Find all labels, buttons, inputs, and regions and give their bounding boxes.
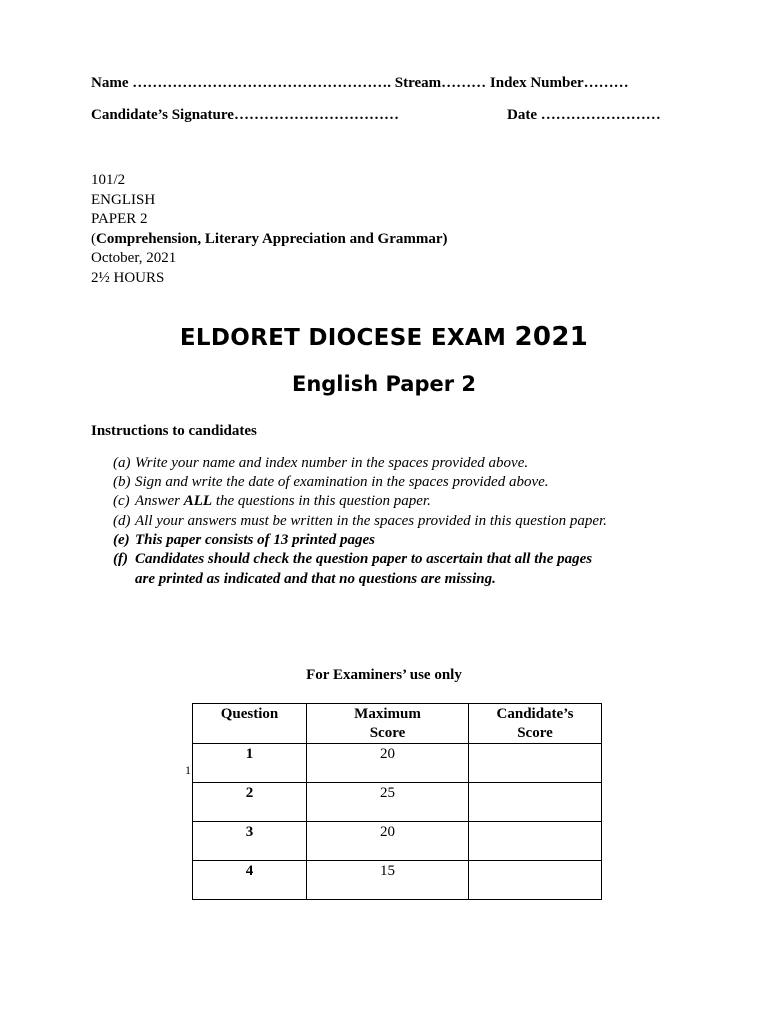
table-row [193, 783, 602, 822]
instruction-f [113, 551, 592, 568]
table-row [193, 861, 602, 900]
score-table [192, 703, 602, 900]
page-number: 1 [185, 763, 191, 777]
candidate-score-cell[interactable] [469, 783, 602, 822]
instruction-a [113, 455, 528, 472]
col-question [193, 704, 307, 744]
paper-section [91, 230, 448, 250]
col-max-label-1: Maximum [354, 706, 421, 722]
candidate-score-cell[interactable] [469, 744, 602, 783]
max-score: 25 [307, 783, 469, 822]
col-candidate-score [469, 704, 602, 744]
candidate-score-cell[interactable] [469, 861, 602, 900]
signature-field[interactable]: Candidate’s Signature…………………………… [91, 107, 399, 123]
col-cand-label-1: Candidate’s [496, 706, 574, 722]
question-number: 1 [193, 744, 307, 783]
instruction-f-label: (f) [113, 551, 128, 567]
max-score: 20 [307, 744, 469, 783]
instruction-b-label: (b) [113, 474, 131, 490]
instruction-a-label: (a) [113, 455, 131, 471]
instruction-b-text: Sign and write the date of examination in the spaces provided above. [135, 474, 549, 490]
score-table-header [193, 704, 602, 744]
instruction-e-label: (e) [113, 532, 130, 548]
paper-date: October, 2021 [91, 250, 177, 267]
signature-line [91, 107, 399, 124]
instruction-f-text-2: are printed as indicated and that no questions are missing. [135, 571, 496, 587]
name-label: Name [91, 75, 129, 91]
instruction-d-text: All your answers must be written in the spaces provided in this question paper. [135, 513, 607, 529]
section-title: Comprehension, Literary Appreciation and Grammar) [96, 230, 448, 247]
max-score: 15 [307, 861, 469, 900]
question-number: 4 [193, 861, 307, 900]
col-max-label-2: Score [369, 725, 406, 741]
candidate-score-cell[interactable] [469, 822, 602, 861]
instruction-f-text-1: Candidates should check the question paper to ascertain that all the pages [135, 551, 593, 567]
exam-title-main: ELDORET DIOCESE EXAM [179, 325, 507, 351]
col-question-label: Question [220, 706, 279, 722]
instruction-e [113, 532, 375, 549]
exam-title-year: 2021 [514, 322, 589, 352]
section-paren: ( [91, 230, 96, 247]
instruction-d-label: (d) [113, 513, 131, 529]
paper-duration: 2½ HOURS [91, 270, 165, 286]
instruction-a-text: Write your name and index number in the spaces provided above. [135, 455, 529, 471]
paper-number: PAPER 2 [91, 211, 148, 228]
instruction-e-text: This paper consists of 13 printed pages [135, 532, 376, 548]
paper-code: 101/2 [91, 172, 126, 188]
name-line [91, 75, 629, 92]
index-number-label: Index Number……… [489, 75, 629, 91]
stream-label: . Stream……… [387, 75, 487, 91]
instruction-c-post: the questions in this question paper. [215, 493, 431, 509]
table-row [193, 744, 602, 783]
instruction-c-pre: Answer [135, 493, 180, 509]
paper-subject: ENGLISH [91, 191, 156, 208]
col-maximum-score [307, 704, 469, 744]
question-number: 3 [193, 822, 307, 861]
col-cand-label-2: Score [517, 725, 553, 741]
exam-subtitle: English Paper 2 [291, 372, 477, 396]
examiner-heading: For Examiners’ use only [306, 667, 462, 683]
instruction-c-label: (c) [113, 493, 130, 509]
exam-title [0, 322, 768, 352]
table-row [193, 822, 602, 861]
question-number: 2 [193, 783, 307, 822]
instruction-d [113, 513, 607, 530]
instruction-c-bold: ALL [183, 493, 213, 509]
instructions-heading: Instructions to candidates [91, 423, 257, 439]
date-field[interactable]: Date …………………… [507, 107, 661, 123]
name-field[interactable]: …………………………………………… [132, 75, 388, 91]
instruction-c [113, 493, 431, 510]
instruction-b [113, 474, 549, 491]
max-score: 20 [307, 822, 469, 861]
